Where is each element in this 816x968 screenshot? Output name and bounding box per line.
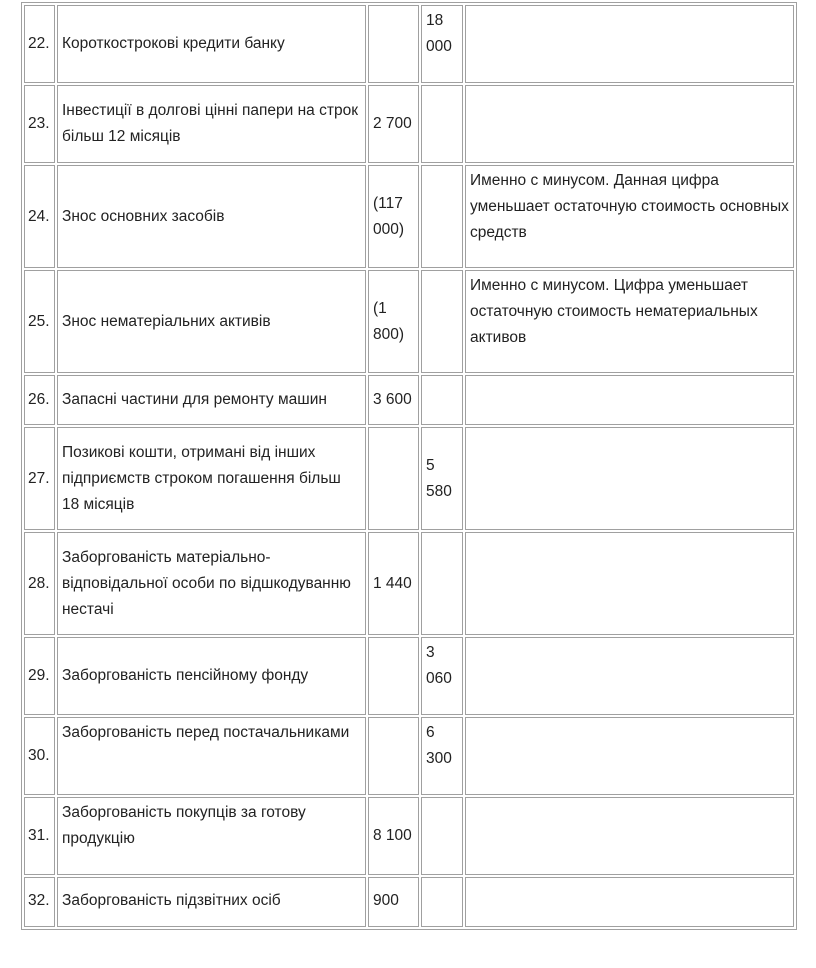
table-row [24,270,794,373]
table-row [24,5,794,83]
note: Именно с минусом. Данная цифра уменьшает остаточную стоимость основных средств [465,165,794,268]
item-name: Знос нематеріальних активів [57,270,366,373]
credit-value [421,85,463,163]
row-number: 26. [24,375,55,425]
credit-value [421,375,463,425]
credit-value [421,797,463,875]
credit-value: 6 300 [421,717,463,795]
credit-value [421,165,463,268]
table-row [24,877,794,927]
item-name: Заборгованість підзвітних осіб [57,877,366,927]
item-name: Заборгованість пенсійному фонду [57,637,366,715]
debit-value: (117 000) [368,165,419,268]
debit-value: 900 [368,877,419,927]
debit-value: (1 800) [368,270,419,373]
debit-value: 1 440 [368,532,419,635]
note [465,532,794,635]
credit-value [421,270,463,373]
debit-value [368,637,419,715]
row-number: 27. [24,427,55,530]
row-number: 22. [24,5,55,83]
note [465,85,794,163]
credit-value: 18 000 [421,5,463,83]
accounts-table [21,2,797,930]
table-row [24,797,794,875]
table-row [24,85,794,163]
row-number: 23. [24,85,55,163]
debit-value [368,5,419,83]
table-row [24,637,794,715]
note [465,877,794,927]
row-number: 31. [24,797,55,875]
credit-value [421,877,463,927]
item-name: Знос основних засобів [57,165,366,268]
table-row [24,532,794,635]
note: Именно с минусом. Цифра уменьшает остаточную стоимость нематериальных активов [465,270,794,373]
table-row [24,717,794,795]
debit-value: 3 600 [368,375,419,425]
item-name: Позикові кошти, отримані від інших підприємств строком погашення більш 18 місяців [57,427,366,530]
note [465,375,794,425]
credit-value: 5 580 [421,427,463,530]
item-name: Запасні частини для ремонту машин [57,375,366,425]
table-row [24,375,794,425]
debit-value [368,427,419,530]
debit-value: 8 100 [368,797,419,875]
table-row [24,427,794,530]
row-number: 30. [24,717,55,795]
debit-value: 2 700 [368,85,419,163]
credit-value: 3 060 [421,637,463,715]
note [465,427,794,530]
item-name: Заборгованість перед постачальниками [57,717,366,795]
item-name: Короткострокові кредити банку [57,5,366,83]
row-number: 32. [24,877,55,927]
table-row [24,165,794,268]
note [465,797,794,875]
item-name: Заборгованість матеріально-відповідальної особи по відшкодуванню нестачі [57,532,366,635]
row-number: 29. [24,637,55,715]
note [465,717,794,795]
row-number: 24. [24,165,55,268]
note [465,5,794,83]
note [465,637,794,715]
row-number: 25. [24,270,55,373]
item-name: Інвестиції в долгові цінні папери на строк більш 12 місяців [57,85,366,163]
credit-value [421,532,463,635]
debit-value [368,717,419,795]
item-name: Заборгованість покупців за готову продукцію [57,797,366,875]
row-number: 28. [24,532,55,635]
